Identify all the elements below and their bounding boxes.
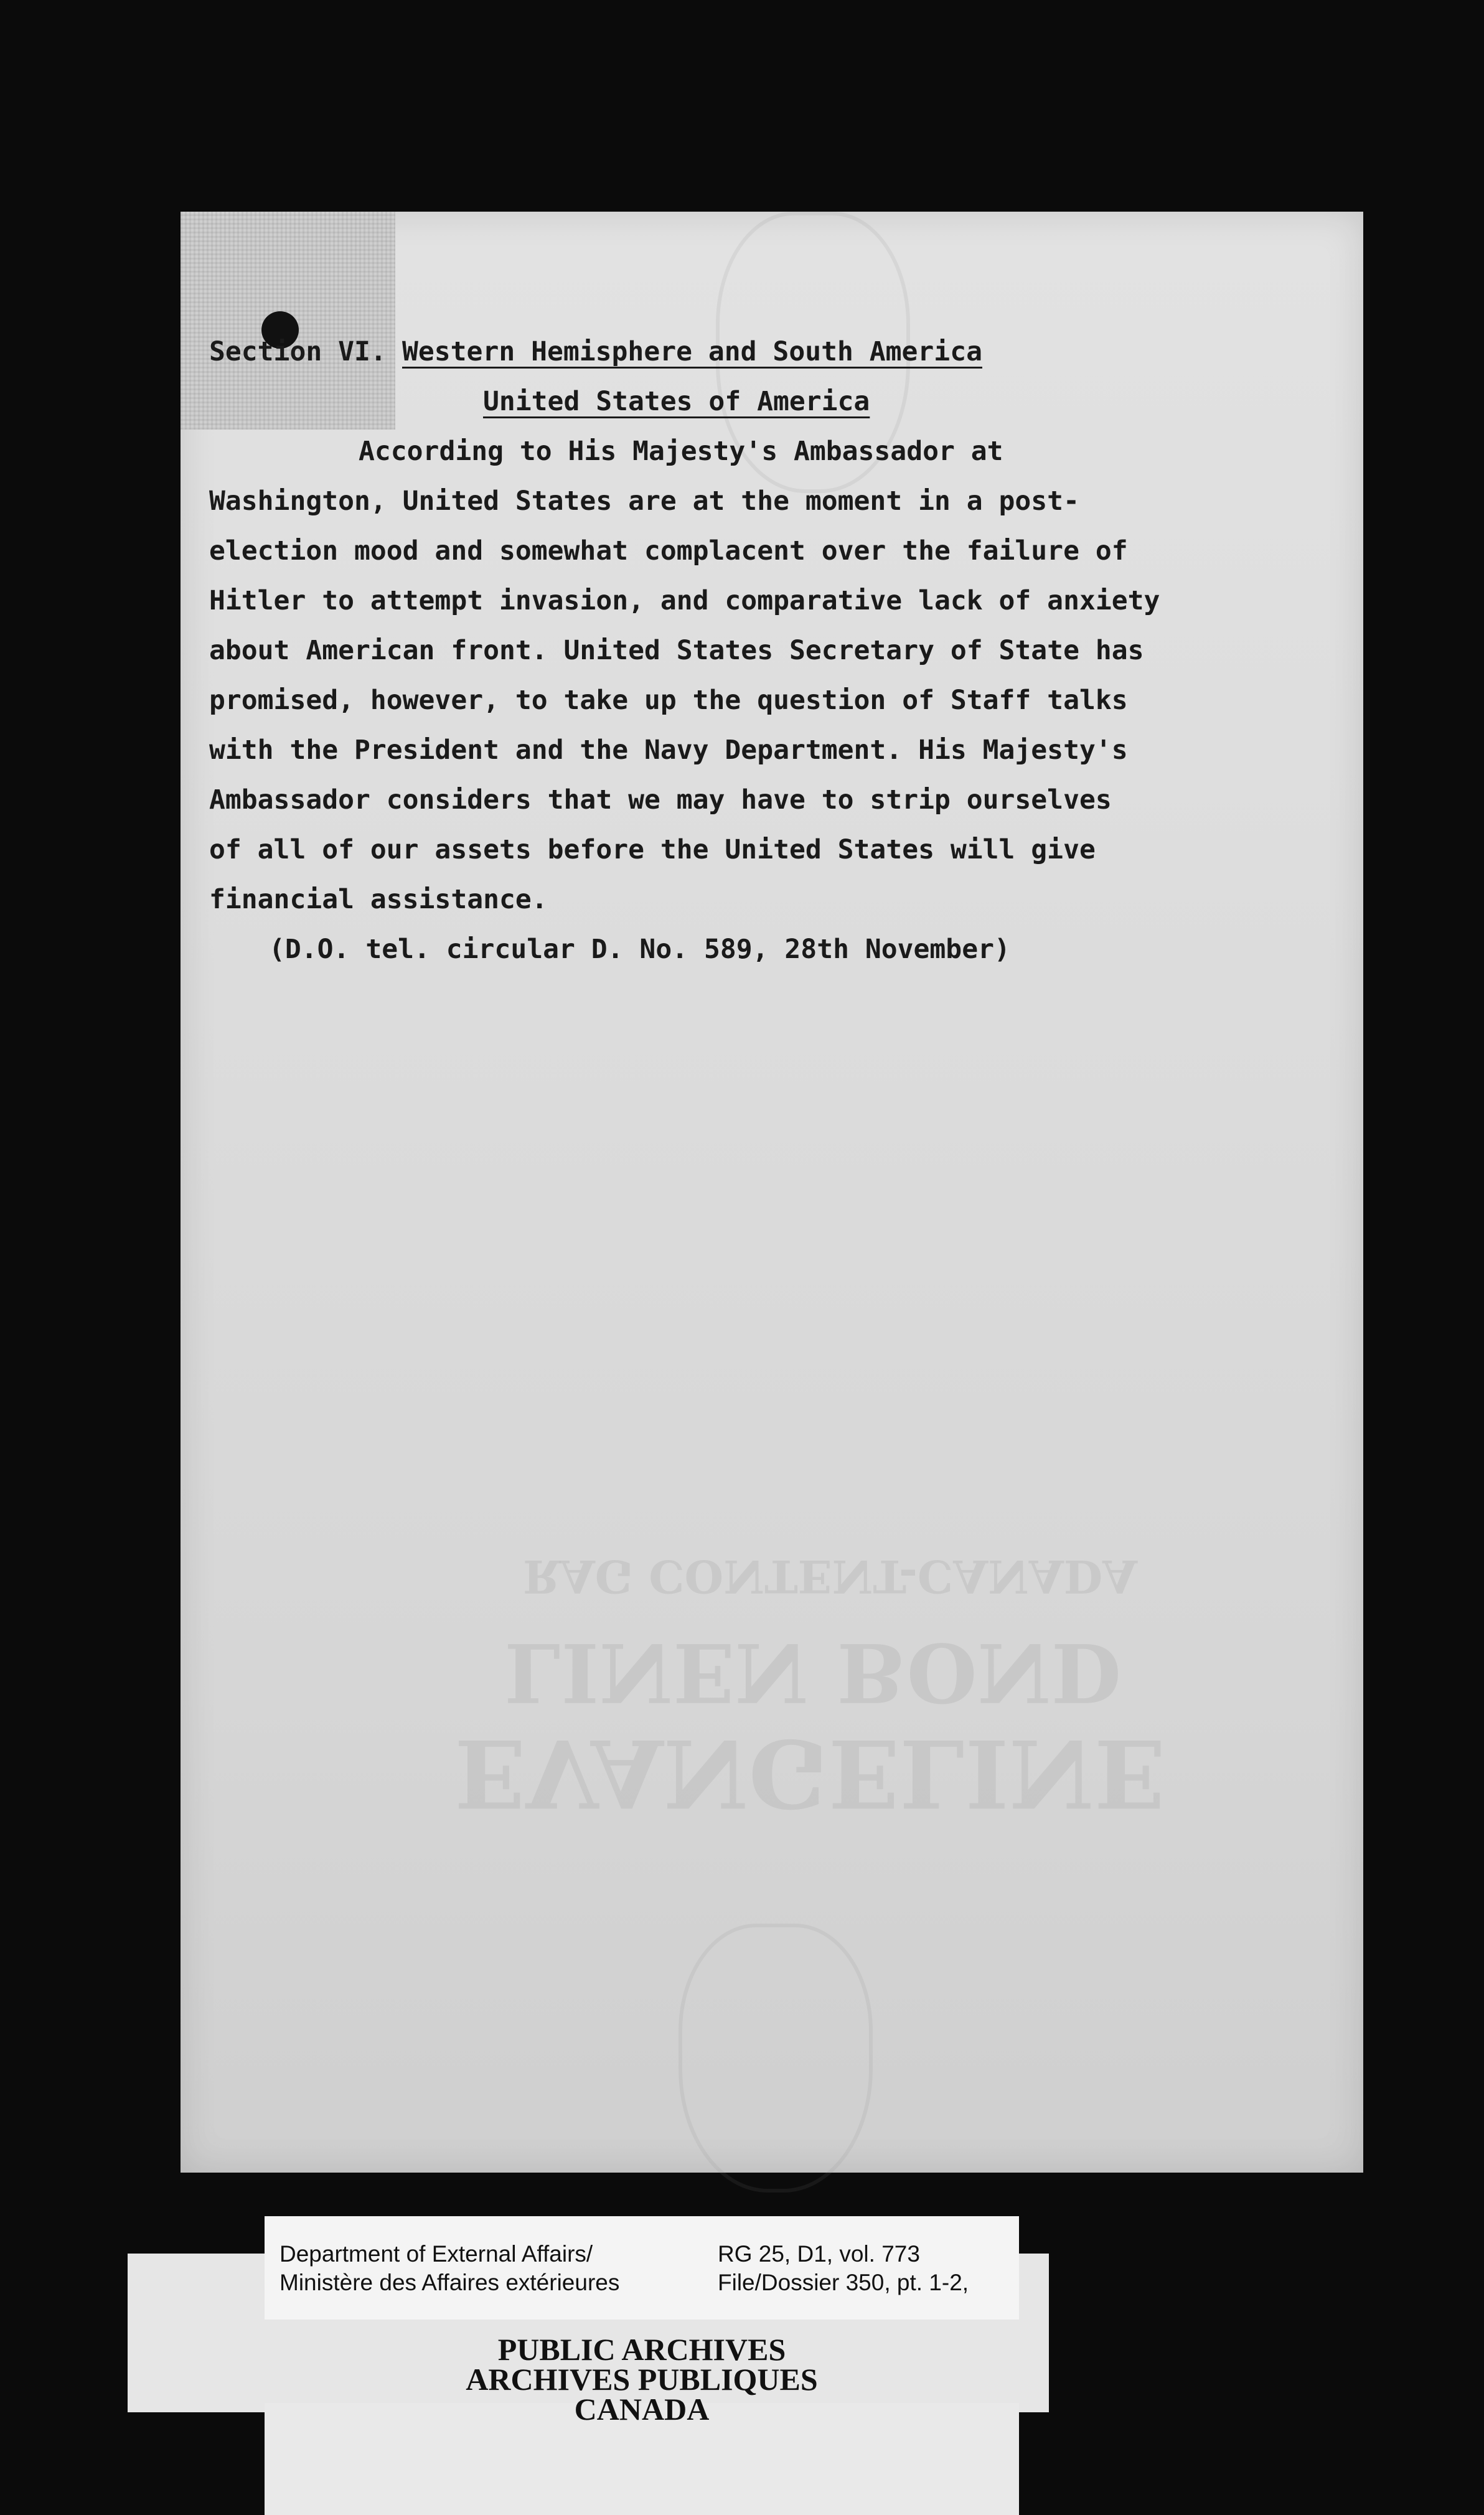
department-en: Department of External Affairs/ (279, 2241, 593, 2267)
body-line: of all of our assets before the United States will give (209, 834, 1096, 865)
reference-file: File/Dossier 350, pt. 1-2, (718, 2270, 969, 2295)
body-line: Washington, United States are at the moment in a post- (209, 486, 1079, 517)
body-line: promised, however, to take up the question of Staff talks (209, 685, 1128, 716)
body-line: financial assistance. (209, 884, 548, 915)
body-line: Hitler to attempt invasion, and comparative lack of anxiety (209, 585, 1160, 616)
archives-stamp-fr: ARCHIVES PUBLIQUES (466, 2362, 818, 2397)
archives-stamp-en: PUBLIC ARCHIVES (497, 2332, 786, 2367)
section-title: Western Hemisphere and South America (402, 336, 982, 367)
body-line: According to His Majesty's Ambassador at (359, 436, 1003, 467)
subtitle: United States of America (483, 386, 870, 417)
watermark-crest-bottom (679, 1924, 873, 2193)
body-line: with the President and the Navy Department. His Majesty's (209, 735, 1128, 766)
watermark-line2: LINEN BOND (504, 1625, 1122, 1720)
typed-text (209, 327, 1193, 974)
department-fr: Ministère des Affaires extérieures (279, 2270, 620, 2295)
subtitle-row (209, 377, 1193, 426)
body-line: Ambassador considers that we may have to strip ourselves (209, 784, 1112, 816)
archives-stamp (265, 2332, 1019, 2427)
body-line: about American front. United States Secretary of State has (209, 635, 1144, 666)
archives-stamp-country: CANADA (574, 2392, 710, 2427)
watermark-line3: EVANGELINE (454, 1718, 1166, 1828)
section-heading (209, 327, 1193, 377)
reference-volume: RG 25, D1, vol. 773 (718, 2241, 920, 2267)
archive-label (265, 2216, 1019, 2320)
reference-block (718, 2240, 969, 2297)
body-line: election mood and somewhat complacent over the failure of (209, 535, 1128, 566)
citation: (D.O. tel. circular D. No. 589, 28th November) (269, 934, 1010, 965)
watermark-line1: RAG CONTENT-CANADA (523, 1550, 1138, 1603)
department-block (279, 2240, 619, 2297)
section-label: Section VI. (209, 336, 387, 367)
